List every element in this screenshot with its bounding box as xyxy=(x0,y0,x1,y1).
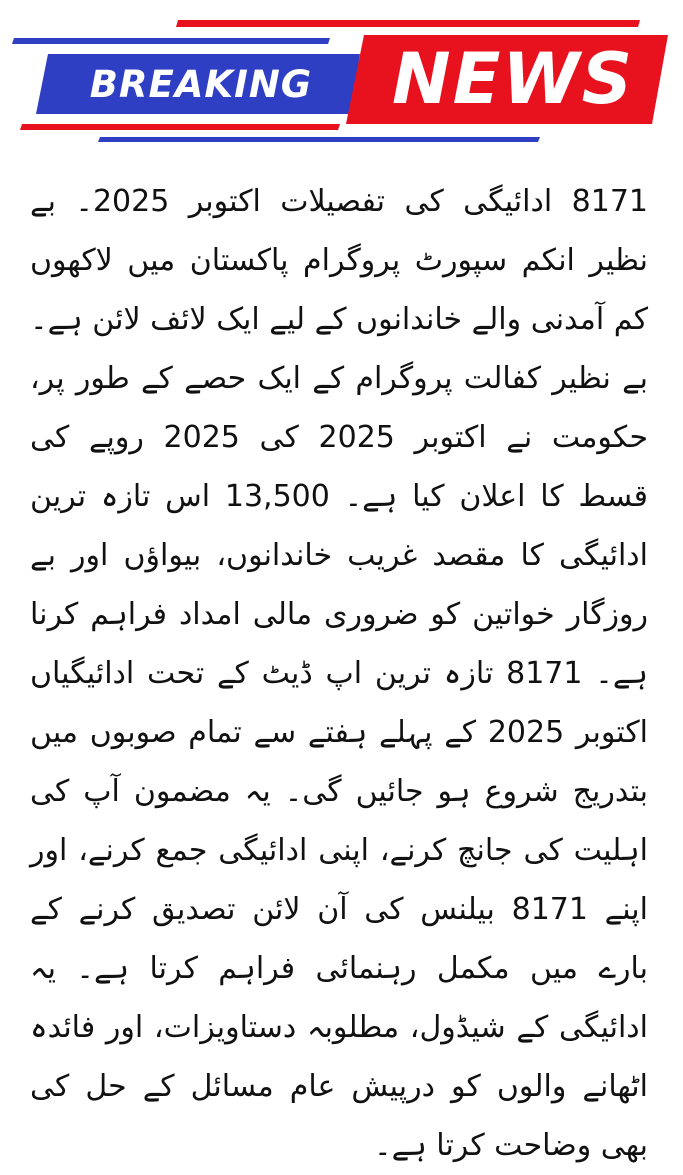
breaking-label: BREAKING xyxy=(89,62,313,106)
top-right-red-stripe xyxy=(176,20,640,27)
breaking-news-banner xyxy=(0,0,683,150)
article-body: 8171 ادائیگی کی تفصیلات اکتوبر 2025۔ بے نظیر انکم سپورٹ پروگرام پاکستان میں لاکھوں کم آمدنی والے خاندانوں کے لیے ایک لائف لائن ہے۔ بے نظیر کفالت پروگرام کے ایک حصے کے طور پر، حکومت نے اکتوبر 2025 کی 2025 روپے کی قسط کا اعلان کیا ہے۔ 13,500 اس تازہ ترین ادائیگی کا مقصد غریب خاندانوں، بیواؤں اور بے روزگار خواتین کو ضروری مالی امداد فراہم کرنا ہے۔ 8171 تازہ ترین اپ ڈیٹ کے تحت ادائیگیاں اکتوبر 2025 کے پہلے ہفتے سے تمام صوبوں میں بتدریج شروع ہو جائیں گی۔ یہ مضمون آپ کی اہلیت کی جانچ کرنے، اپنی ادائیگی جمع کرنے، اور اپنے 8171 بیلنس کی آن لائن تصدیق کرنے کے بارے میں مکمل رہنمائی فراہم کرتا ہے۔ یہ ادائیگی کے شیڈول، مطلوبہ دستاویزات، اور فائدہ اٹھانے والوں کو درپیش عام مسائل کے حل کی بھی وضاحت کرتا ہے۔ xyxy=(30,184,649,1163)
news-label: NEWS xyxy=(391,38,635,120)
top-left-blue-stripe xyxy=(12,38,330,44)
bottom-left-red-stripe xyxy=(20,124,340,130)
bottom-right-blue-stripe xyxy=(98,137,540,142)
